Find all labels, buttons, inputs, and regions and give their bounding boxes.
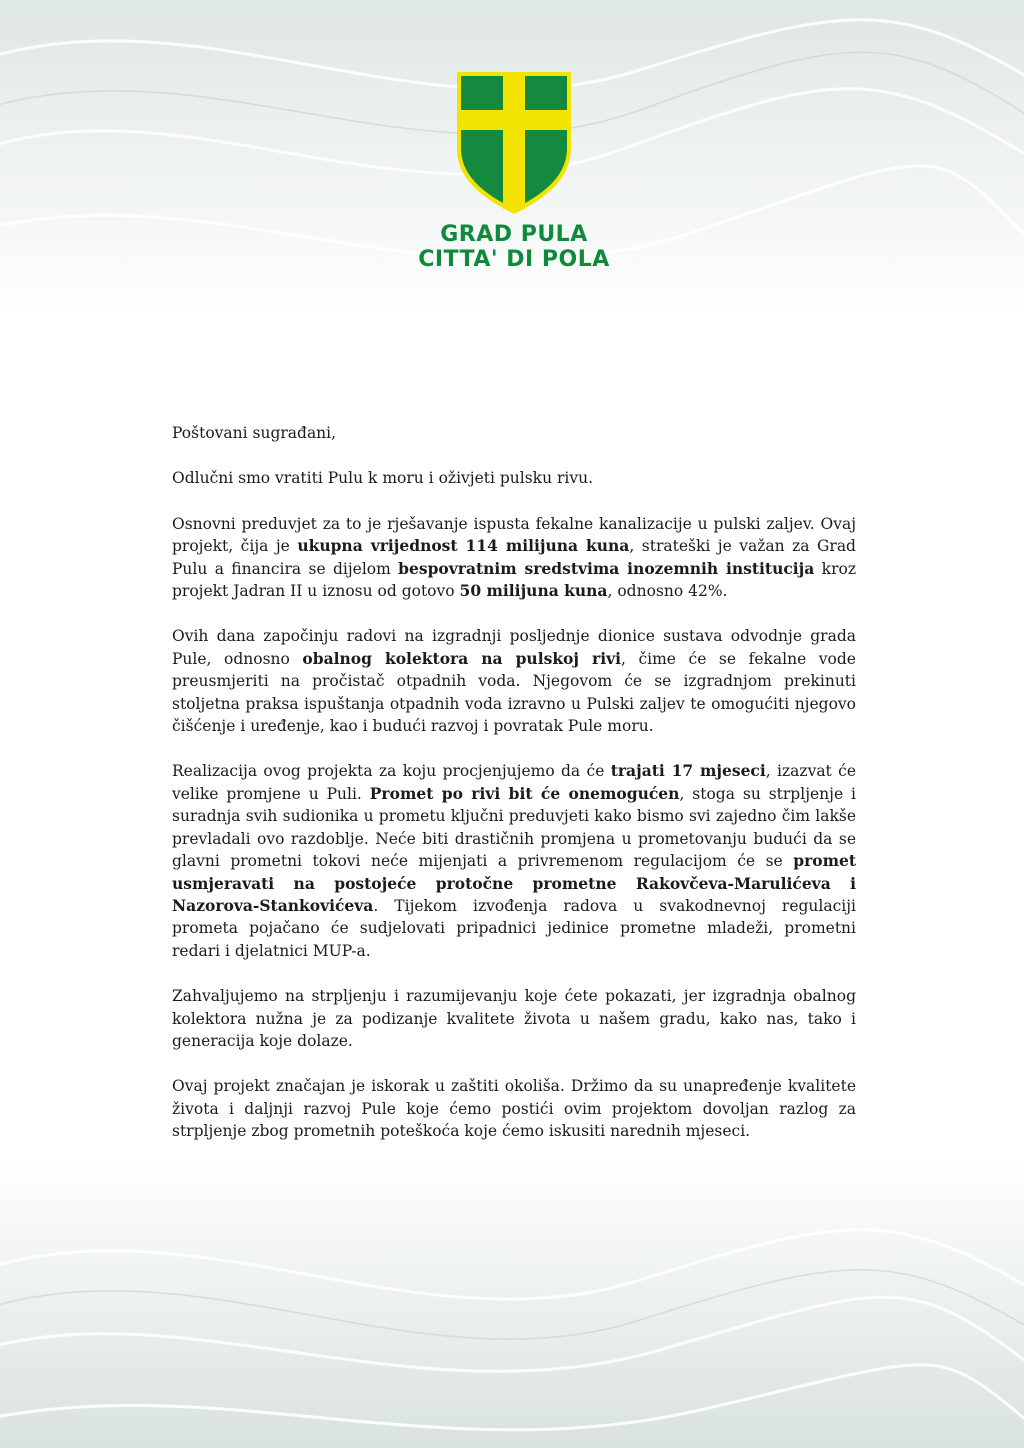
letter-greeting: Poštovani sugrađani,	[172, 424, 337, 442]
pula-coat-of-arms-icon	[455, 70, 573, 216]
emphasis-traffic-closed: Promet po rivi bit će onemogućen	[369, 783, 680, 803]
emphasis-collector: obalnog kolektora na pulskoj rivi	[302, 648, 621, 668]
letter-paragraph-4: Realizacija ovog projekta za koju procjenjujemo da će trajati 17 mjeseci, izazvat će velike promjene u Puli. Promet po rivi bit će onemogućen, stoga su strpljenje i suradnja svih sudionika u prometu ključni preduvjeti kako bismo svi zajedno čim lakše prevladali ovo razdoblje. Neće biti drastičnih promjena u prometovanju budući da se glavni prometni tokovi neće mijenjati a privremenom regulacijom će se promet usmjeravati na postojeće protočne prometne Rakovčeva-Marulićeva i Nazorova-Stankovićeva. Tijekom izvođenja radova u svakodnevnoj regulaciji prometa pojačano će sudjelovati pripadnici jedinice prometne mladeži, prometni redari i djelatnici MUP-a.	[172, 761, 856, 960]
letter-paragraph-5: Zahvaljujemo na strpljenju i razumijevanju koje ćete pokazati, jer izgradnja obalnog kolektora nužna je za podizanje kvalitete života u našem gradu, kako nas, tako i generacija koje dolaze.	[172, 987, 856, 1050]
emphasis-duration: trajati 17 mjeseci	[610, 761, 766, 781]
letter-paragraph-2: Osnovni preduvjet za to je rješavanje ispusta fekalne kanalizacije u pulski zaljev. Ovaj projekt, čija je ukupna vrijednost 114 milijuna kuna, strateški je važan za Grad Pulu a financira se dijelom bespovratnim sredstvima inozemnih institucija kroz projekt Jadran II u iznosu od gotovo 50 milijuna kuna, odnosno 42%.	[172, 514, 856, 601]
letter-paragraph-6: Ovaj projekt značajan je iskorak u zaštiti okoliša. Držimo da su unapređenje kvalitete života i daljnji razvoj Pule koje ćemo postići ovim projektom dovoljan razlog za strpljenje zbog prometnih poteškoća koje ćemo iskusiti narednih mjeseci.	[172, 1077, 856, 1141]
emphasis-grants: bespovratnim sredstvima inozemnih institucija	[398, 558, 815, 578]
letter-paragraph-1: Odlučni smo vratiti Pulu k moru i oživjeti pulsku rivu.	[172, 469, 594, 488]
letter-body	[172, 422, 856, 1166]
emphasis-total-value: ukupna vrijednost 114 milijuna kuna	[297, 536, 630, 556]
city-name-italian: CITTA' DI POLA	[418, 247, 610, 272]
emphasis-detour-routes: promet usmjeravati na postojeće protočne prometne Rakovčeva-Marulićeva i Nazorova-Stankovićeva	[172, 851, 856, 915]
city-name-croatian: GRAD PULA	[440, 222, 588, 247]
letter-paragraph-3: Ovih dana započinju radovi na izgradnji posljednje dionice sustava odvodnje grada Pule, odnosno obalnog kolektora na pulskoj rivi, čime će se fekalne vode preusmjeriti na pročistač otpadnih voda. Njegovom će se izgradnjom prekinuti stoljetna praksa ispuštanja otpadnih voda izravno u Pulski zaljev te omogućiti njegovo čišćenje i uređenje, kao i budući razvoj i povratak Pule moru.	[172, 627, 856, 736]
emphasis-grant-amount: 50 milijuna kuna	[459, 581, 608, 601]
letterhead	[0, 0, 1024, 300]
